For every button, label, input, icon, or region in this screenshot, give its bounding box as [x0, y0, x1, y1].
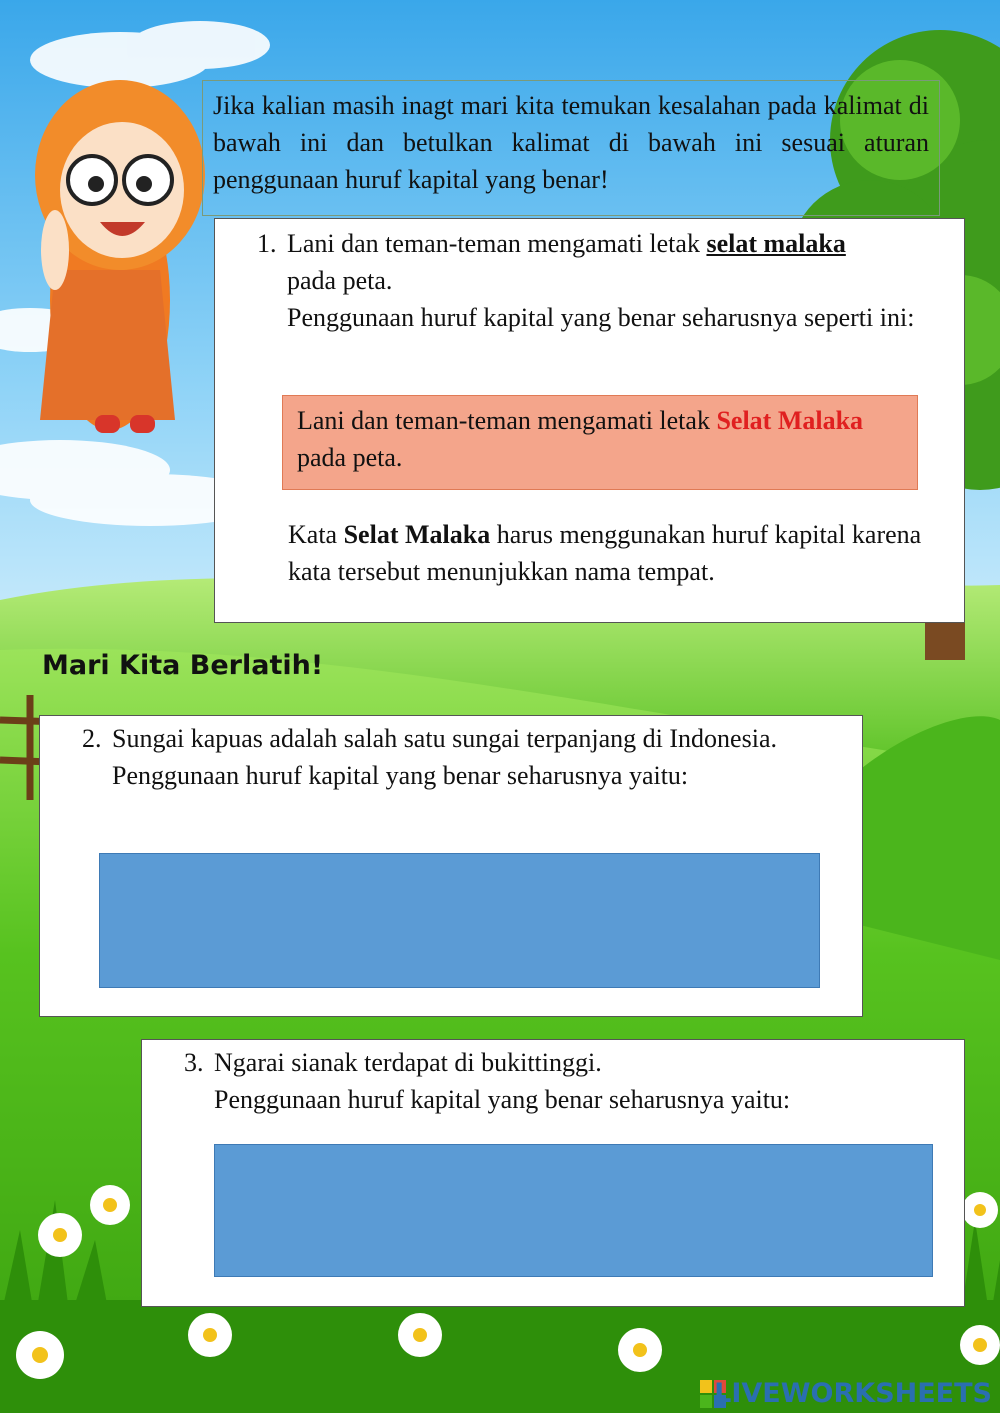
exercise-2-number: 2.: [82, 724, 102, 753]
example-sentence-end: pada peta.: [287, 266, 393, 295]
example-instruction: Penggunaan huruf kapital yang benar seharusnya seperti ini:: [287, 303, 915, 332]
example-correct-answer: [282, 395, 918, 490]
intro-instruction: Jika kalian masih inagt mari kita temukan kesalahan pada kalimat di bawah ini dan betulkan kalimat di bawah ini sesuai aturan penggunaan huruf kapital yang benar!: [202, 80, 940, 216]
example-explanation: [288, 516, 948, 590]
liveworksheets-brand[interactable]: LIVEWORKSHEETS: [714, 1378, 992, 1409]
example-number: 1.: [257, 229, 277, 258]
example-sentence-start: Lani dan teman-teman mengamati letak: [287, 229, 707, 258]
example-wrong-term: selat malaka: [706, 229, 846, 258]
section-heading: Mari Kita Berlatih!: [42, 650, 324, 681]
exercise-2-answer-input[interactable]: [99, 853, 820, 988]
exercise-2-sentence: Sungai kapuas adalah salah satu sungai terpanjang di Indonesia.: [112, 724, 777, 753]
exercise-3-instruction: Penggunaan huruf kapital yang benar seharusnya yaitu:: [214, 1085, 791, 1114]
exercise-2-instruction: Penggunaan huruf kapital yang benar seharusnya yaitu:: [112, 761, 689, 790]
answer-end: pada peta.: [297, 443, 403, 472]
exercise-3-number: 3.: [184, 1048, 204, 1077]
exercise-3-sentence: Ngarai sianak terdapat di bukittinggi.: [214, 1048, 602, 1077]
explanation-start: Kata: [288, 520, 344, 549]
answer-correct-term: Selat Malaka: [716, 406, 864, 435]
exercise-3-answer-input[interactable]: [214, 1144, 933, 1277]
explanation-term: Selat Malaka: [343, 520, 491, 549]
answer-start: Lani dan teman-teman mengamati letak: [297, 406, 717, 435]
explanation-end: harus menggunakan huruf kapital karena kata tersebut menunjukkan nama tempat.: [288, 520, 922, 586]
